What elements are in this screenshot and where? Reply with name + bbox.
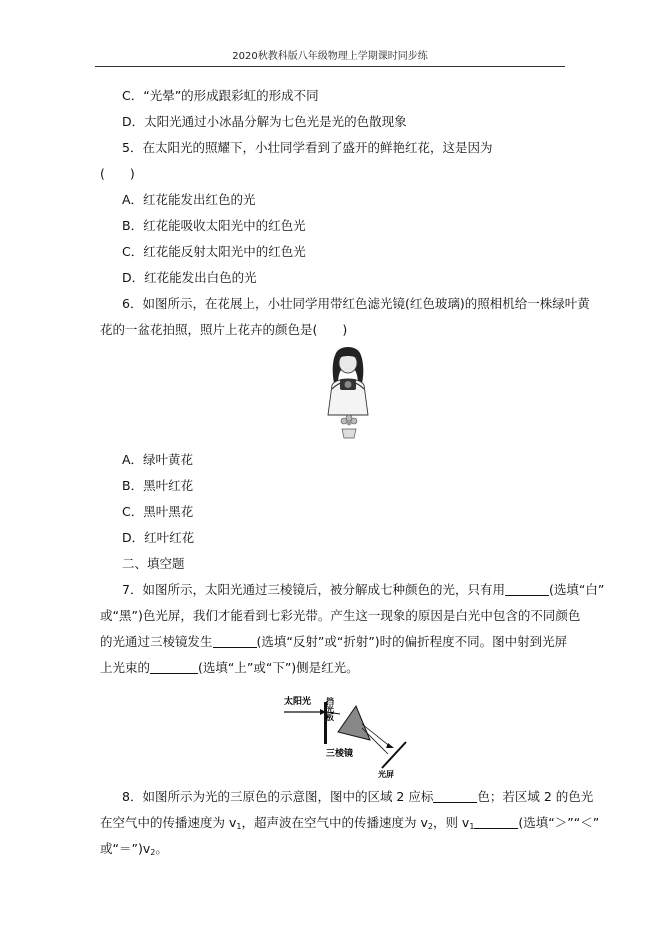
subscript-2: 2: [427, 822, 433, 831]
q6-stem-line2: 花的一盆花拍照，照片上花卉的颜色是( ): [100, 322, 348, 337]
q7-line1-text-a: 7．如图所示，太阳光通过三棱镜后，被分解成七种颜色的光，只有用: [122, 582, 505, 597]
q8-line2-text-b: ，超声波在空气中的传播速度为 v: [241, 815, 428, 830]
q7-blank-1[interactable]: [505, 582, 549, 596]
q6-option-a: A．绿叶黄花: [122, 452, 194, 467]
q6-option-d: D．红叶红花: [122, 530, 195, 545]
q8-line2-text-a: 在空气中的传播速度为 v: [100, 815, 237, 830]
q7-line1: [122, 582, 604, 598]
q6-option-c: C．黑叶黑花: [122, 504, 194, 519]
board-label: 挡光板: [325, 697, 335, 721]
q5-option-b: B．红花能吸收太阳光中的红色光: [122, 218, 306, 233]
subscript-4: 2: [150, 848, 156, 857]
q8-line3: [100, 841, 168, 861]
q5-option-a: A．红花能发出红色的光: [122, 192, 256, 207]
subscript-3: 1: [469, 822, 475, 831]
q7-line2: 或“黑”)色光屏，我们才能看到七彩光带。产生这一现象的原因是白光中包含的不同颜色: [100, 608, 581, 623]
q8-blank-1[interactable]: [433, 789, 477, 803]
screen-label: 光屏: [378, 770, 394, 778]
q8-line2: [100, 815, 599, 835]
q4-option-d: D．太阳光通过小冰晶分解为七色光是光的色散现象: [122, 114, 407, 129]
q5-option-d: D．红花能发出白色的光: [122, 270, 257, 285]
q7-line3: [100, 634, 567, 650]
q7-line4-text-b: (选填“上”或“下”)侧是红光。: [198, 660, 359, 675]
subscript-1: 1: [236, 822, 242, 831]
q7-line1-text-b: (选填“白”: [548, 582, 605, 597]
q8-line1: [122, 789, 593, 805]
prism-label: 三棱镜: [326, 749, 354, 759]
section-heading: 二、填空题: [122, 556, 185, 571]
page-header: 2020秋教科版八年级物理上学期课时同步练: [95, 47, 565, 67]
q5-option-c: C．红花能反射太阳光中的红色光: [122, 244, 306, 259]
q7-line3-text-a: 的光通过三棱镜发生: [100, 634, 213, 649]
photographer-figure: [318, 345, 374, 441]
q8-line3-text-a: 或“＝”)v: [100, 841, 151, 856]
q7-blank-3[interactable]: [150, 660, 198, 674]
q7-line3-text-b: (选填“反射”或“折射”)时的偏折程度不同。图中射到光屏: [256, 634, 568, 649]
q5-answer-paren: ( ): [100, 166, 135, 181]
q8-line1-text-a: 8．如图所示为光的三原色的示意图，图中的区域 2 应标: [122, 789, 434, 804]
prism-diagram: [282, 688, 412, 778]
q7-line4: [100, 660, 359, 676]
q8-blank-2[interactable]: [474, 815, 518, 829]
q6-stem-line1: 6．如图所示，在花展上，小壮同学用带红色滤光镜(红色玻璃)的照相机给一株绿叶黄: [122, 296, 590, 311]
q7-blank-2[interactable]: [213, 634, 257, 648]
q8-line2-text-c: ，则 v: [432, 815, 470, 830]
q6-option-b: B．黑叶红花: [122, 478, 194, 493]
q8-line2-text-d: (选填“＞”“＜”: [518, 815, 600, 830]
q8-line1-text-b: 色；若区域 2 的色光: [477, 789, 594, 804]
sun-label: 太阳光: [284, 697, 312, 707]
q8-line3-text-b: 。: [155, 841, 168, 856]
q5-stem: 5．在太阳光的照耀下，小壮同学看到了盛开的鲜艳红花，这是因为: [122, 140, 493, 155]
q7-line4-text-a: 上光束的: [100, 660, 151, 675]
q4-option-c: C．“光晕”的形成跟彩虹的形成不同: [122, 88, 319, 103]
